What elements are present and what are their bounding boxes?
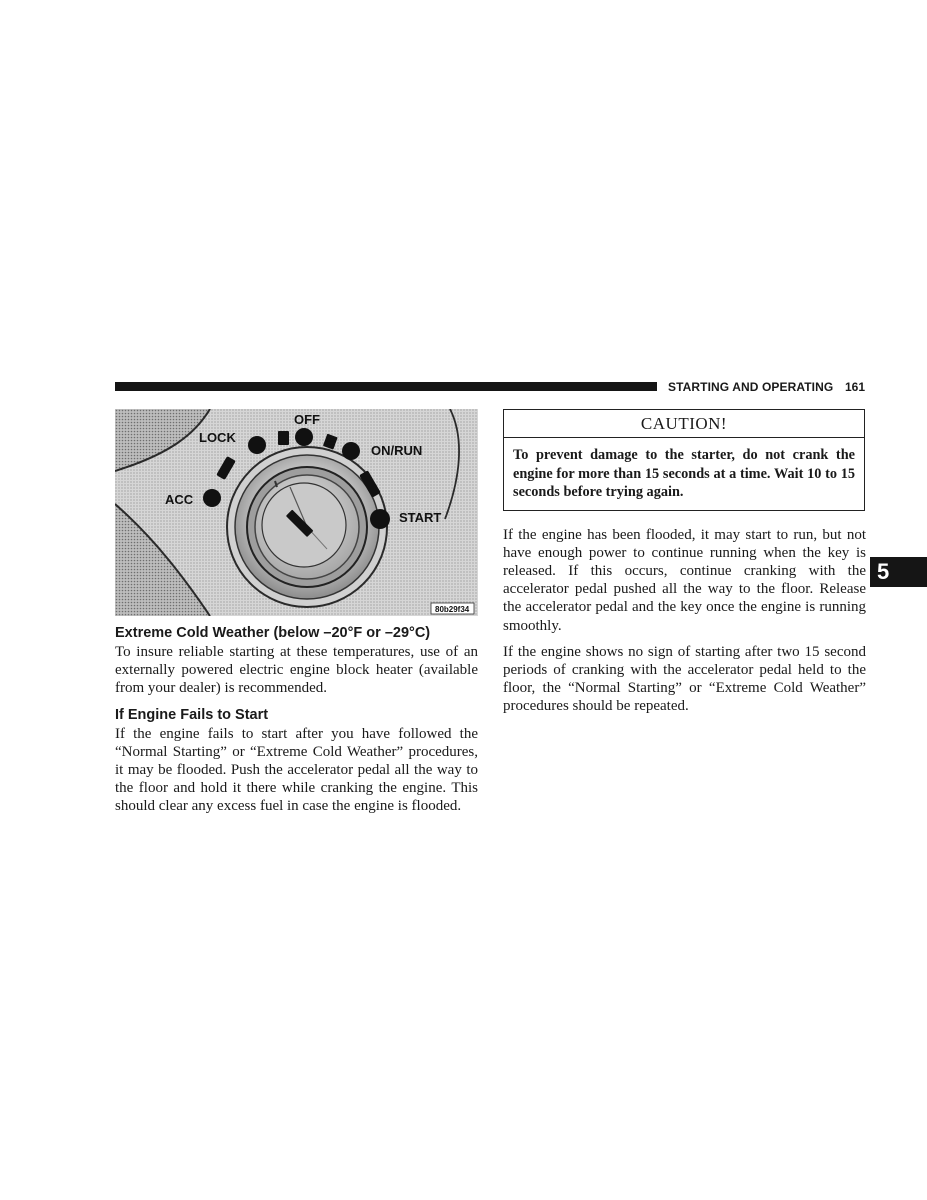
label-start: START <box>399 510 442 525</box>
label-on-run: ON/RUN <box>371 443 423 458</box>
right-column <box>503 409 866 716</box>
label-off: OFF <box>294 412 320 427</box>
label-lock: LOCK <box>199 430 236 445</box>
header-rule <box>115 382 657 391</box>
flooded-paragraph: If the engine has been flooded, it may start to run, but not have enough power to continue running when the key is released. If this occurs, continue cranking with the accelerator pedal pushed all the way to the floor. Release the accelerator pedal and the key once the engine is running smoothly. <box>503 526 866 634</box>
engine-fails-heading: If Engine Fails to Start <box>115 706 269 723</box>
caution-title: CAUTION! <box>504 410 864 438</box>
left-column <box>115 624 478 816</box>
cold-weather-heading: Extreme Cold Weather (below –20°F or –29°C) <box>115 625 431 641</box>
ignition-switch-illustration <box>115 409 478 616</box>
chapter-tab: 5 <box>870 557 927 587</box>
cold-weather-body: To insure reliable starting at these temperatures, use of an externally powered electric engine block heater (available from your dealer) is recommended. <box>115 644 478 697</box>
label-acc: ACC <box>165 492 194 507</box>
caution-box <box>503 409 865 511</box>
running-header-title: STARTING AND OPERATING <box>668 380 834 394</box>
no-start-paragraph: If the engine shows no sign of starting after two 15 second periods of cranking with the accelerator pedal held to the floor, the “Normal Starting” or “Extreme Cold Weather” procedures should be repeated. <box>503 643 866 715</box>
caution-text: To prevent damage to the starter, do not crank the engine for more than 15 seconds at a time. Wait 10 to 15 seconds before trying again. <box>513 447 855 500</box>
figure-code: 80b29f34 <box>435 605 470 614</box>
engine-fails-body: If the engine fails to start after you have followed the “Normal Starting” or “Extreme Cold Weather” procedures, it may be flooded. Push the accelerator pedal all the way to the floor and hold it there while cranking the engine. This should clear any excess fuel in case the engine is flooded. <box>115 725 478 815</box>
page-number: 161 <box>845 380 866 394</box>
